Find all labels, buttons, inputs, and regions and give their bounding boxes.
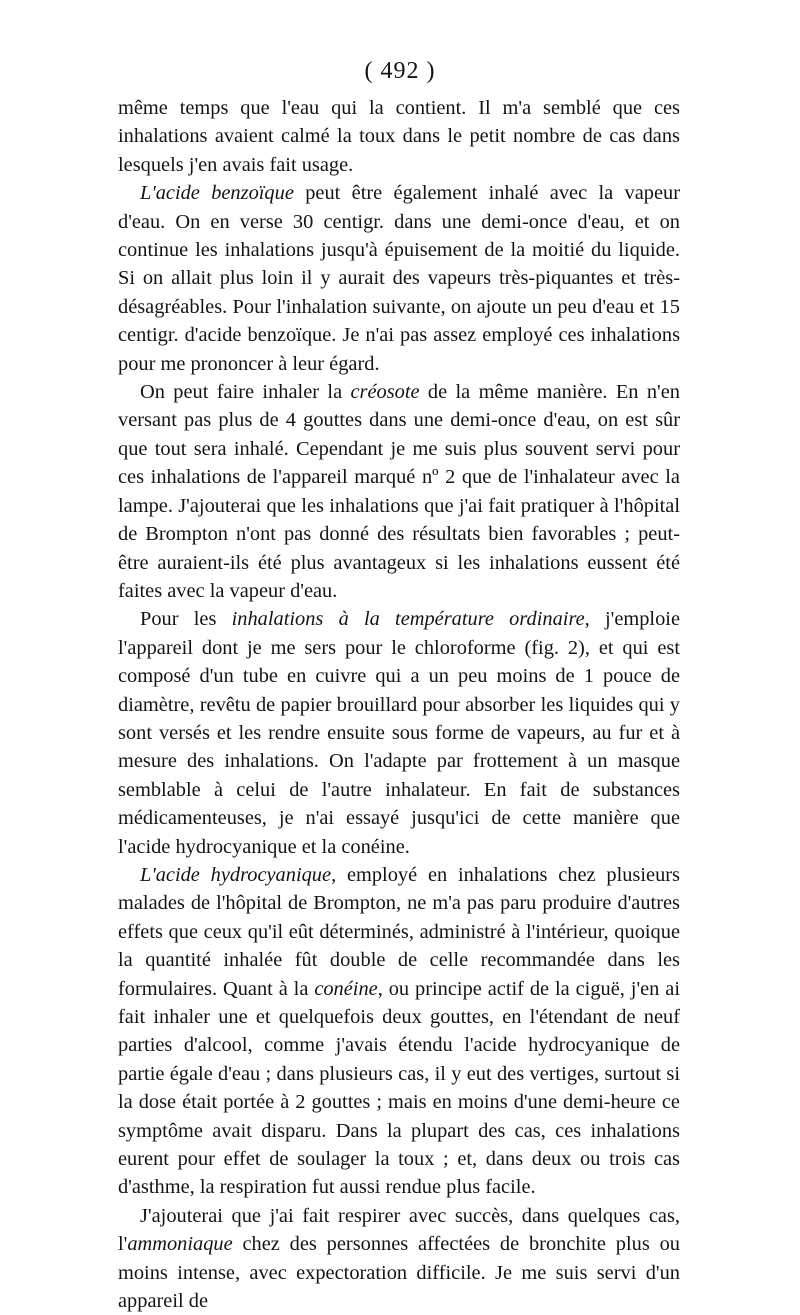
text-run: Pour les xyxy=(140,608,232,631)
text-run: , ou principe actif de la ciguë, j'en ai fait inhaler une et quelquefois deux gouttes, en l'étendant de neuf parties d'alcool, comme j'avais étendu l'acide hydrocyanique de partie égale d'eau ; dans plusieurs cas, il y eut des vertiges, surtout si la dose était portée à 2 gouttes ; mais en moins d'une demi-heure ce symptôme avait disparu. Dans la plupart des cas, ces inhalations eurent pour effet de soulager la toux ; et, dans deux ou trois cas d'asthme, la respiration fut aussi rendue plus facile. xyxy=(118,977,680,1199)
text-run: peut être également inhalé avec la vapeur d'eau. On en verse 30 centigr. dans une demi-once d'eau, et on continue les inhalations jusqu'à épuisement de la moitié du liquide. Si on allait plus loin il y aurait des vapeurs très-piquantes et très-désagréables. Pour l'inhalation suivante, on ajoute un peu d'eau et 15 centigr. d'acide benzoïque. Je n'ai pas assez employé ces inhalations pour me prononcer à leur égard. xyxy=(118,182,680,375)
text-run: J'ajouterai que j'ai fait respirer avec succès, dans quelques cas, l' xyxy=(118,1204,680,1256)
text-run: , employé en inhalations chez plusieurs malades de l'hôpital de Brompton, ne m'a pas paru produire d'autres effets que ceux qu'il eût déterminés, administré à l'intérieur, quoique la quantité inhalée fût double de celle recommandée dans les formulaires. Quant à la xyxy=(118,863,680,1000)
italic-term: L'acide benzoïque xyxy=(140,182,294,205)
italic-term: conéine xyxy=(314,977,378,1000)
paragraph xyxy=(118,179,680,378)
paragraph xyxy=(118,861,680,1202)
italic-term: ammoniaque xyxy=(127,1233,233,1256)
text-run: de la même manière. En n'en versant pas plus de 4 gouttes dans une demi-once d'eau, on est sûr que tout sera inhalé. Cependant je me suis plus souvent servi pour ces inhalations de l'appareil marqué nº 2 que de l'inhalateur avec la lampe. J'ajouterai que les inhalations que j'ai fait pratiquer à l'hôpital de Brompton n'ont pas donné des résultats bien favorables ; peut-être auraient-ils été plus avantageux si les inhalations eussent été faites avec la vapeur d'eau. xyxy=(118,381,680,602)
text-run: On peut faire inhaler la xyxy=(140,381,351,404)
page-number: ( 492 ) xyxy=(364,58,436,84)
paragraph xyxy=(118,605,680,861)
italic-term: inhalations à la température ordinaire xyxy=(231,608,585,631)
text-run: , j'emploie l'appareil dont je me sers pour le chloroforme (fig. 2), et qui est composé d'un tube en cuivre qui a un peu moins de 1 pouce de diamètre, revêtu de papier brouillard pour absorber les liquides qui y sont versés et les rendre ensuite sous forme de vapeurs, au fur et à mesure des inhalations. On l'adapte par frottement à un masque semblable à celui de l'autre inhalateur. En fait de substances médicamenteuses, je n'ai essayé jusqu'ici de cette manière que l'acide hydrocyanique et la conéine. xyxy=(118,608,680,858)
body-text xyxy=(118,94,680,1315)
paragraph xyxy=(118,1202,680,1315)
paragraph xyxy=(118,378,680,605)
paragraph xyxy=(118,94,680,179)
italic-term: créosote xyxy=(350,381,420,404)
text-run: même temps que l'eau qui la contient. Il m'a semblé que ces inhalations avaient calmé la toux dans le petit nombre de cas dans lesquels j'en avais fait usage. xyxy=(118,97,680,176)
italic-term: L'acide hydrocyanique xyxy=(140,863,332,886)
text-run: chez des personnes affectées de bronchite plus ou moins intense, avec expectoration difficile. Je me suis servi d'un appareil de xyxy=(118,1233,680,1313)
